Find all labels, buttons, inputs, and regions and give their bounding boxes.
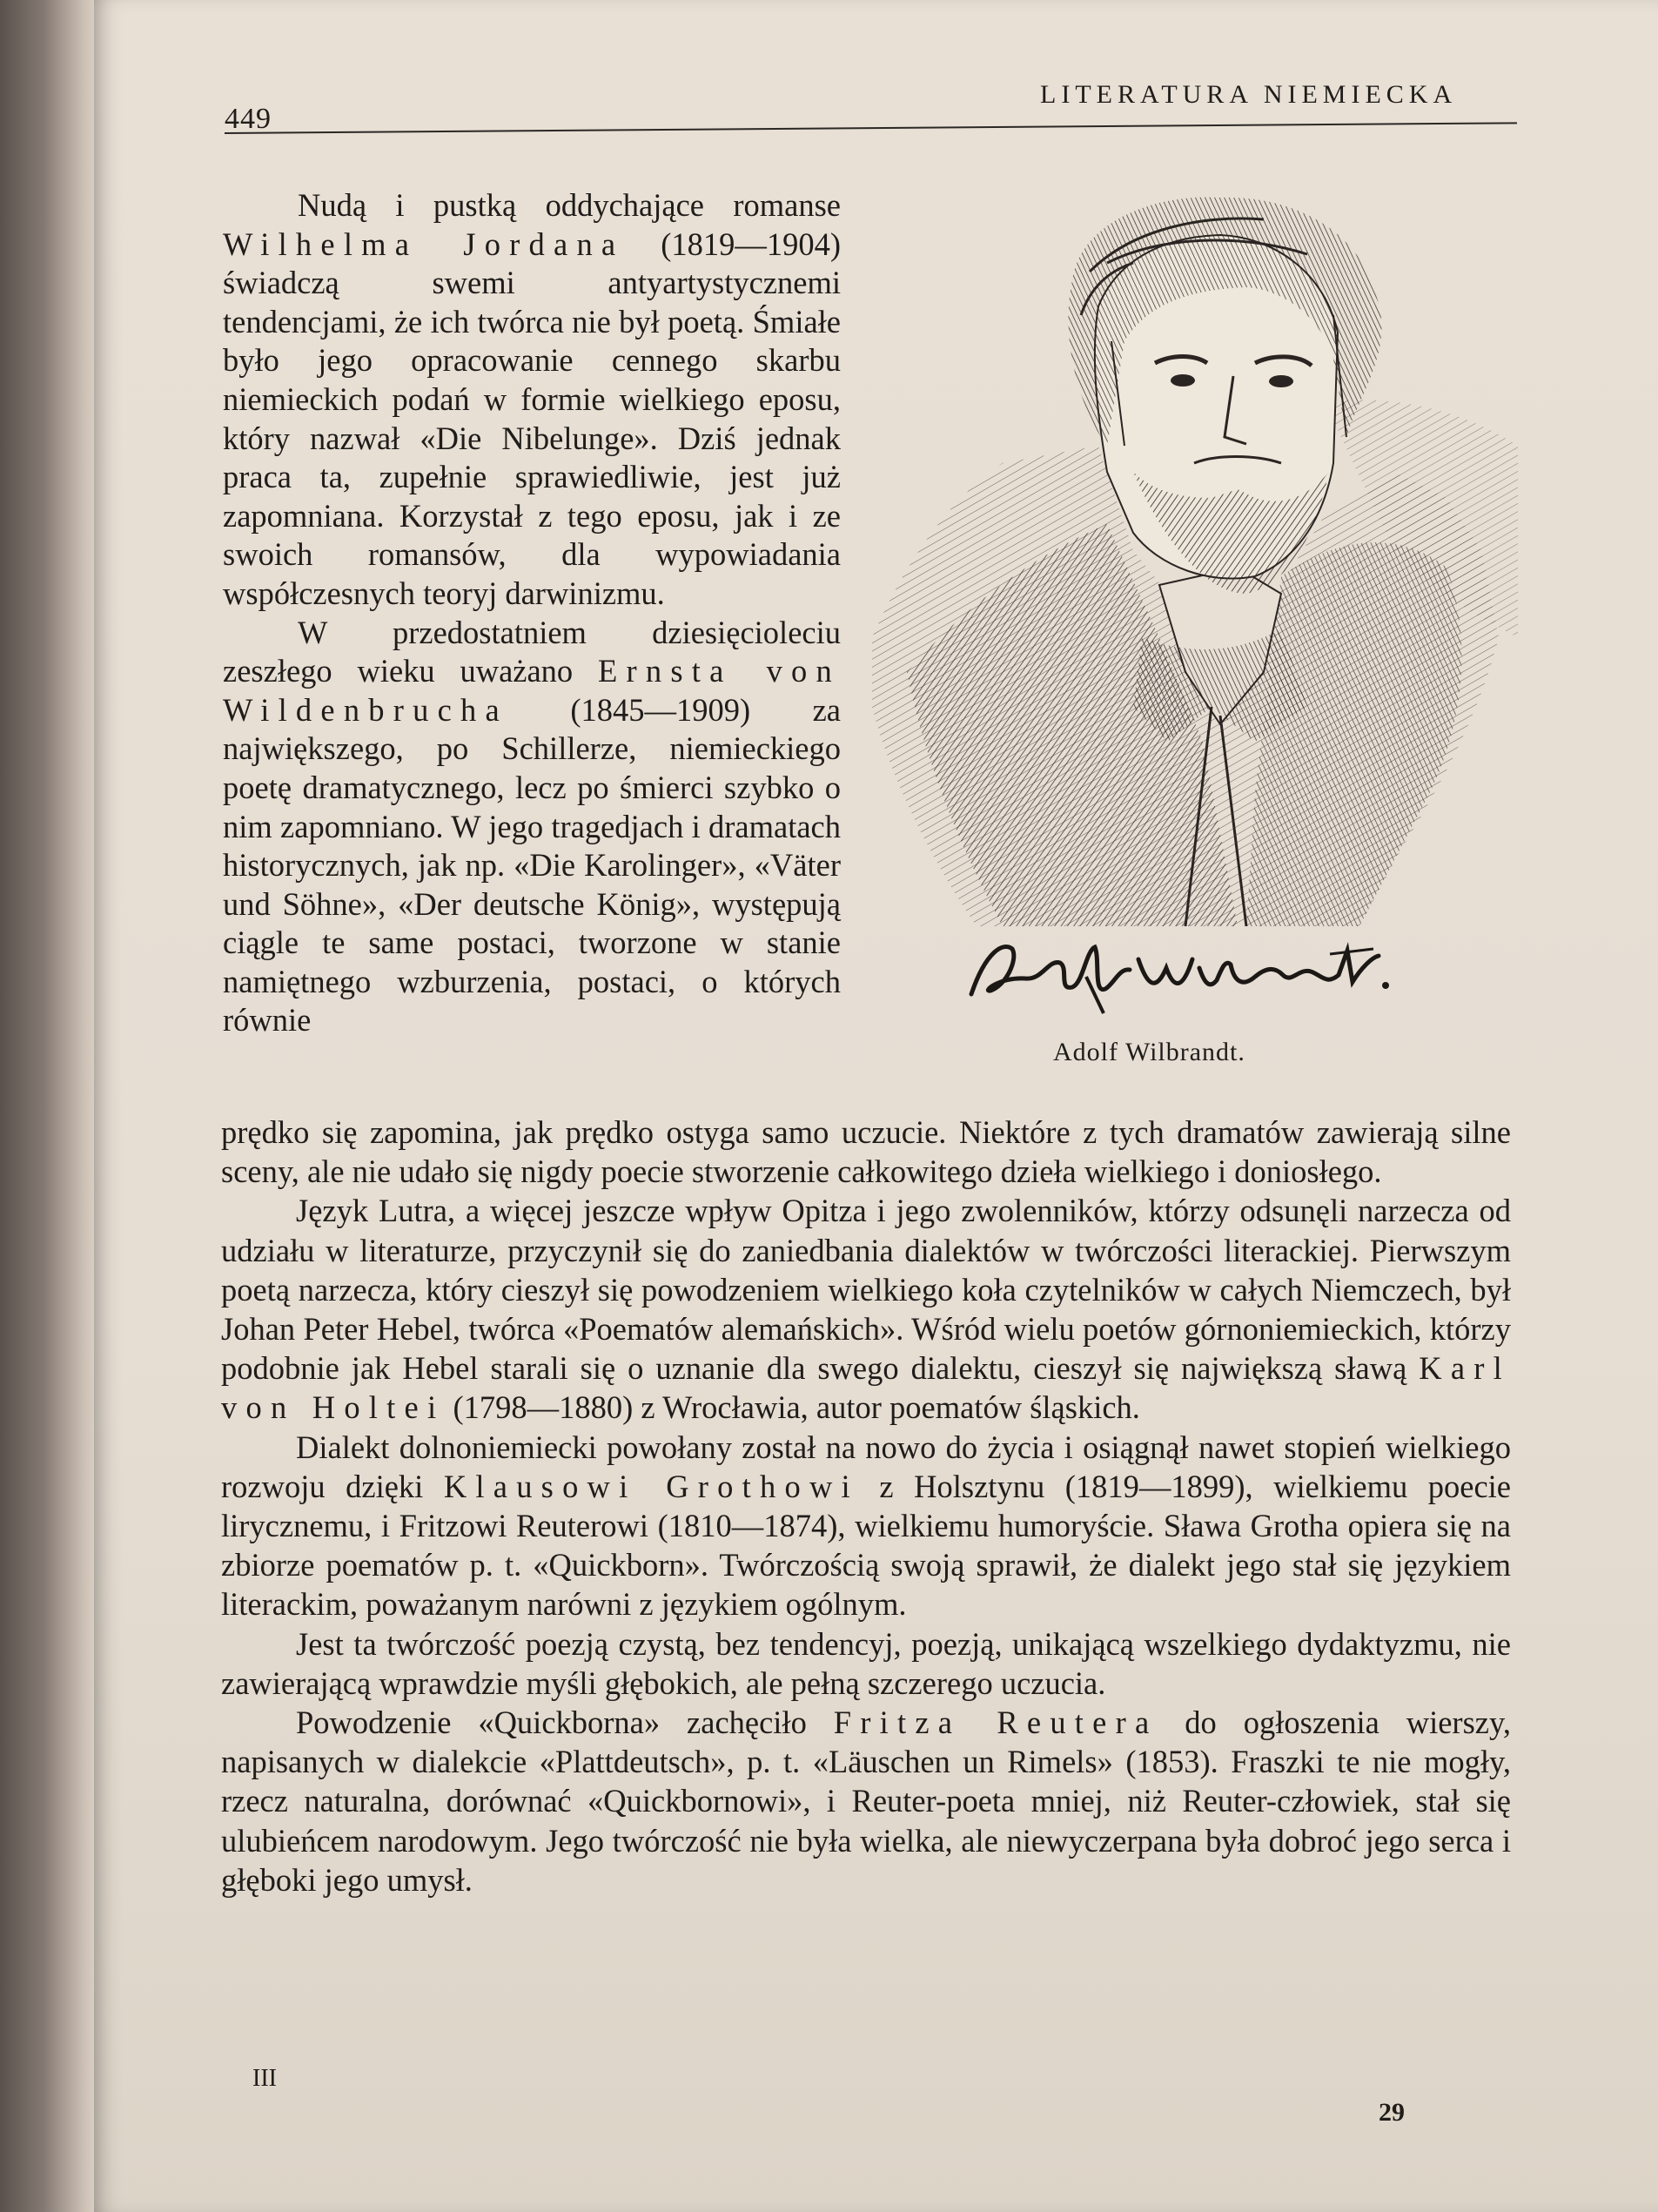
text-column-narrow [223, 186, 841, 1040]
page-number: 449 [225, 103, 272, 135]
signature-mark: III [252, 2065, 277, 2092]
paragraph-1: Nudą i pustką oddychające romanse Wilhelma Jordana (1819—1904) świadczą swemi antyartystycznemi tendencjami, że ich twórca nie był poetą. Śmiałe było jego opracowanie cennego skarbu niemieckich podań w formie wielkiego eposu, który nazwał «Die Nibelunge». Dziś jednak praca ta, zupełnie sprawiedliwie, jest już zapomniana. Korzystał z tego eposu, jak i ze swoich romansów, dla wypowiadania współczesnych teoryj darwinizmu. [223, 187, 842, 611]
paragraph-3: Język Lutra, a więcej jeszcze wpływ Opitza i jego zwolenników, którzy odsunęli narzecza od udziału w literaturze, przyczynił się do zaniedbania dialektów w twórczości literackiej. Pierwszym poetą narzecza, który cieszył się powodzeniem wielkiego koła czytelników w całych Niemczech, był Johan Peter Hebel, twórca «Poematów alemańskich». Wśród wielu poetów górnoniemieckich, którzy podobnie jak Hebel starali się o uznanie dla swego dialektu, cieszył się największą sławą Karl von Holtei (1798—1880) z Wrocławia, autor poematów śląskich. [221, 1193, 1511, 1426]
paragraph-2-continued: prędko się zapomina, jak prędko ostyga samo uczucie. Niektóre z tych dramatów zawierają silne sceny, ale nie udało się nigdy poecie stworzenie całkowitego dzieła wielkiego i doniosłego. [221, 1114, 1511, 1190]
spaced-name: Wilhelma Jordana [223, 225, 625, 262]
paragraph-6: Powodzenie «Quickborna» zachęciło Fritza Reutera do ogłoszenia wierszy, napisanych w dialekcie «Plattdeutsch», p. t. «Läuschen un Rimels» (1853). Fraszki te nie mogły, rzecz naturalna, dorównać «Quickbornowi», i Reuter-poeta mniej, niż Reuter-człowiek, stał się ulubieńcem narodowym. Jego twórczość nie była wielka, ale niewyczerpana była dobroć jego serca i głęboki jego umysł. [221, 1704, 1511, 1898]
running-head: LITERATURA NIEMIECKA [1040, 80, 1458, 109]
paragraph-5: Jest ta twórczość poezją czystą, bez tendencyj, poezją, unikającą wszelkiego dydaktyzmu, nie zawierającą wprawdzie myśli głębokich, ale pełną szczerego uczucia. [221, 1625, 1511, 1701]
author-signature [964, 933, 1389, 1017]
text-column-full [221, 1113, 1511, 1899]
paragraph-4: Dialekt dolnoniemiecki powołany został na nowo do życia i osiągnął nawet stopień wielkiego rozwoju dzięki Klausowi Grothowi z Holsztynu (1819—1899), wielkiemu poecie lirycznemu, i Fritzowi Reuterowi (1810—1874), wielkiemu humoryście. Sława Grotha opiera się na zbiorze poematów p. t. «Quickborn». Twórczością swoją sprawił, że dialekt jego stał się językiem literackim, poważanym narówni z językiem ogólnym. [221, 1429, 1511, 1623]
paragraph-2: W przedostatniem dziesięcioleciu zeszłego wieku uważano Ernsta von Wildenbrucha (1845—1909) za największego, po Schillerze, niemieckiego poetę dramatycznego, lecz po śmierci szybko o nim zapomniano. W jego tragedjach i dramatach historycznych, jak np. «Die Karolinger», «Väter und Söhne», «Der deutsche König», występują ciągle te same postaci, tworzone w stanie namiętnego wzburzenia, postaci, o których równie [223, 614, 841, 1039]
spaced-name: Karl von Holtei [221, 1350, 1511, 1426]
spaced-name: Ernsta von Wildenbrucha [223, 653, 841, 728]
spaced-name: Fritza Reutera [833, 1704, 1158, 1741]
portrait-engraving [872, 185, 1518, 926]
spaced-name: Klausowi Grothowi [443, 1468, 859, 1504]
figure-caption: Adolf Wilbrandt. [1053, 1038, 1245, 1066]
folio-number: 29 [1379, 2098, 1405, 2127]
page-gutter [0, 0, 97, 2212]
